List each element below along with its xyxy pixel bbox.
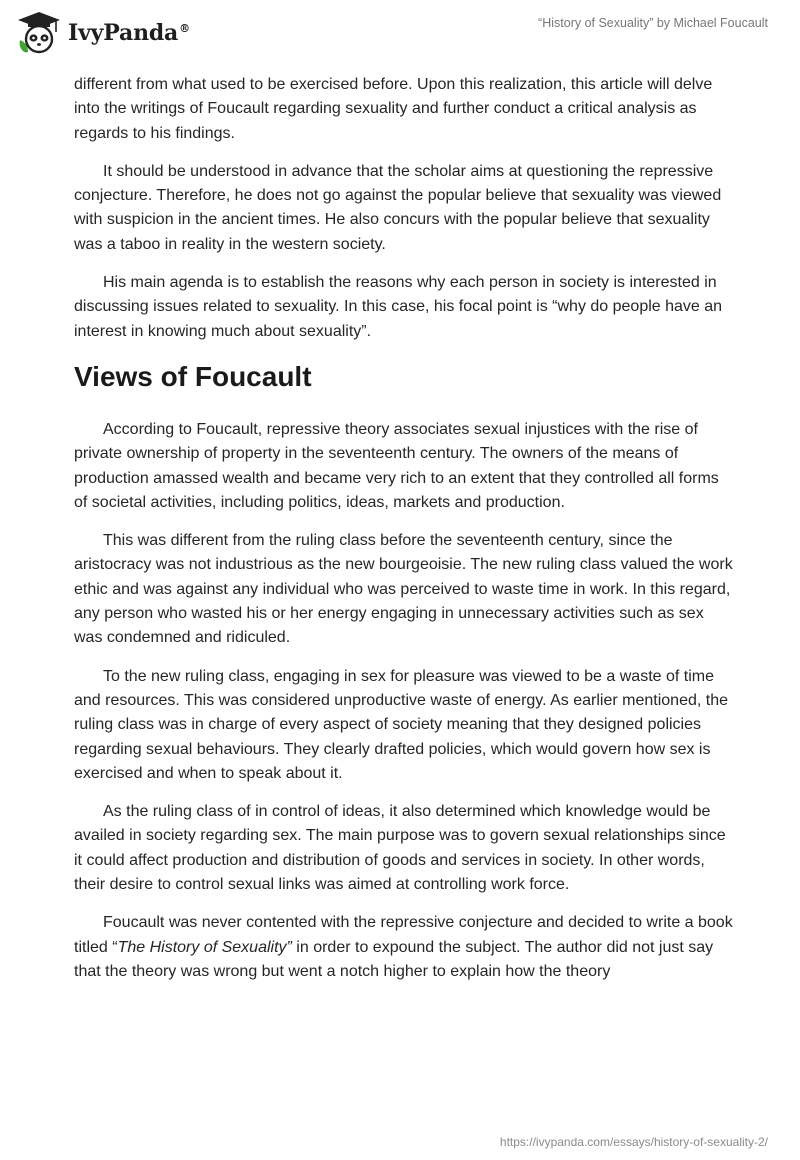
- paragraph: As the ruling class of in control of ideas, it also determined which knowledge would be availed in society regarding sex. The main purpose was to govern sexual relationships since it could affect production and distribution of goods and services in society. In other words, their desire to control sexual links was aimed at controlling work force.: [74, 803, 726, 894]
- brand-name: IvyPanda®: [68, 20, 190, 46]
- book-title: The History of Sexuality”: [117, 938, 292, 956]
- section-heading: Views of Foucault: [74, 360, 312, 392]
- paragraph-text: Foucault was never contented with the repressive conjecture and decided to write a book titled “: [74, 914, 733, 956]
- paragraph: [74, 911, 734, 984]
- paragraph-text: in order to expound the subject. The author did not just say that the theory was wrong but went a notch higher to explain how the theory: [74, 938, 714, 980]
- paragraph: According to Foucault, repressive theory associates sexual injustices with the rise of private ownership of property in the seventeenth century. The owners of the means of production amassed wealth and became very rich to an extent that they controlled all forms of societal activities, including politics, ideas, markets and production.: [74, 420, 719, 511]
- page-header: [0, 0, 800, 70]
- paragraph: His main agenda is to establish the reasons why each person in society is interested in discussing issues related to sexuality. In this case, his focal point is “why do people have an interest in knowing much about sexuality”.: [74, 274, 723, 340]
- paragraph: It should be understood in advance that the scholar aims at questioning the repressive conjecture. Therefore, he does not go against the popular believe that sexuality was viewed with suspicion in the ancient times. He also concurs with the popular believe that sexuality was a taboo in reality in the western society.: [74, 162, 722, 253]
- essay-content: [74, 73, 734, 998]
- paragraph: This was different from the ruling class before the seventeenth century, since the aristocracy was not industrious as the new bourgeoisie. The new ruling class valued the work ethic and was against any individual who was perceived to waste time in work. In this regard, any person who wasted his or her energy engaging in unnecessary activities such as sex was condemned and ridiculed.: [74, 532, 733, 647]
- source-url[interactable]: https://ivypanda.com/essays/history-of-sexuality-2/: [499, 1135, 768, 1149]
- paragraph: To the new ruling class, engaging in sex for pleasure was viewed to be a waste of time and resources. This was considered unproductive waste of energy. As earlier mentioned, the ruling class was in charge of every aspect of society meaning that they designed policies regarding sexual behaviours. They clearly drafted policies, which would govern how sex is exercised and when to speak about it.: [74, 667, 728, 782]
- ivypanda-logo[interactable]: [16, 9, 196, 57]
- running-title: “History of Sexuality” by Michael Foucault: [538, 16, 768, 30]
- panda-graduate-icon: [16, 10, 62, 56]
- paragraph: different from what used to be exercised before. Upon this realization, this article will delve into the writings of Foucault regarding sexuality and further conduct a critical analysis as regards to his findings.: [74, 76, 713, 142]
